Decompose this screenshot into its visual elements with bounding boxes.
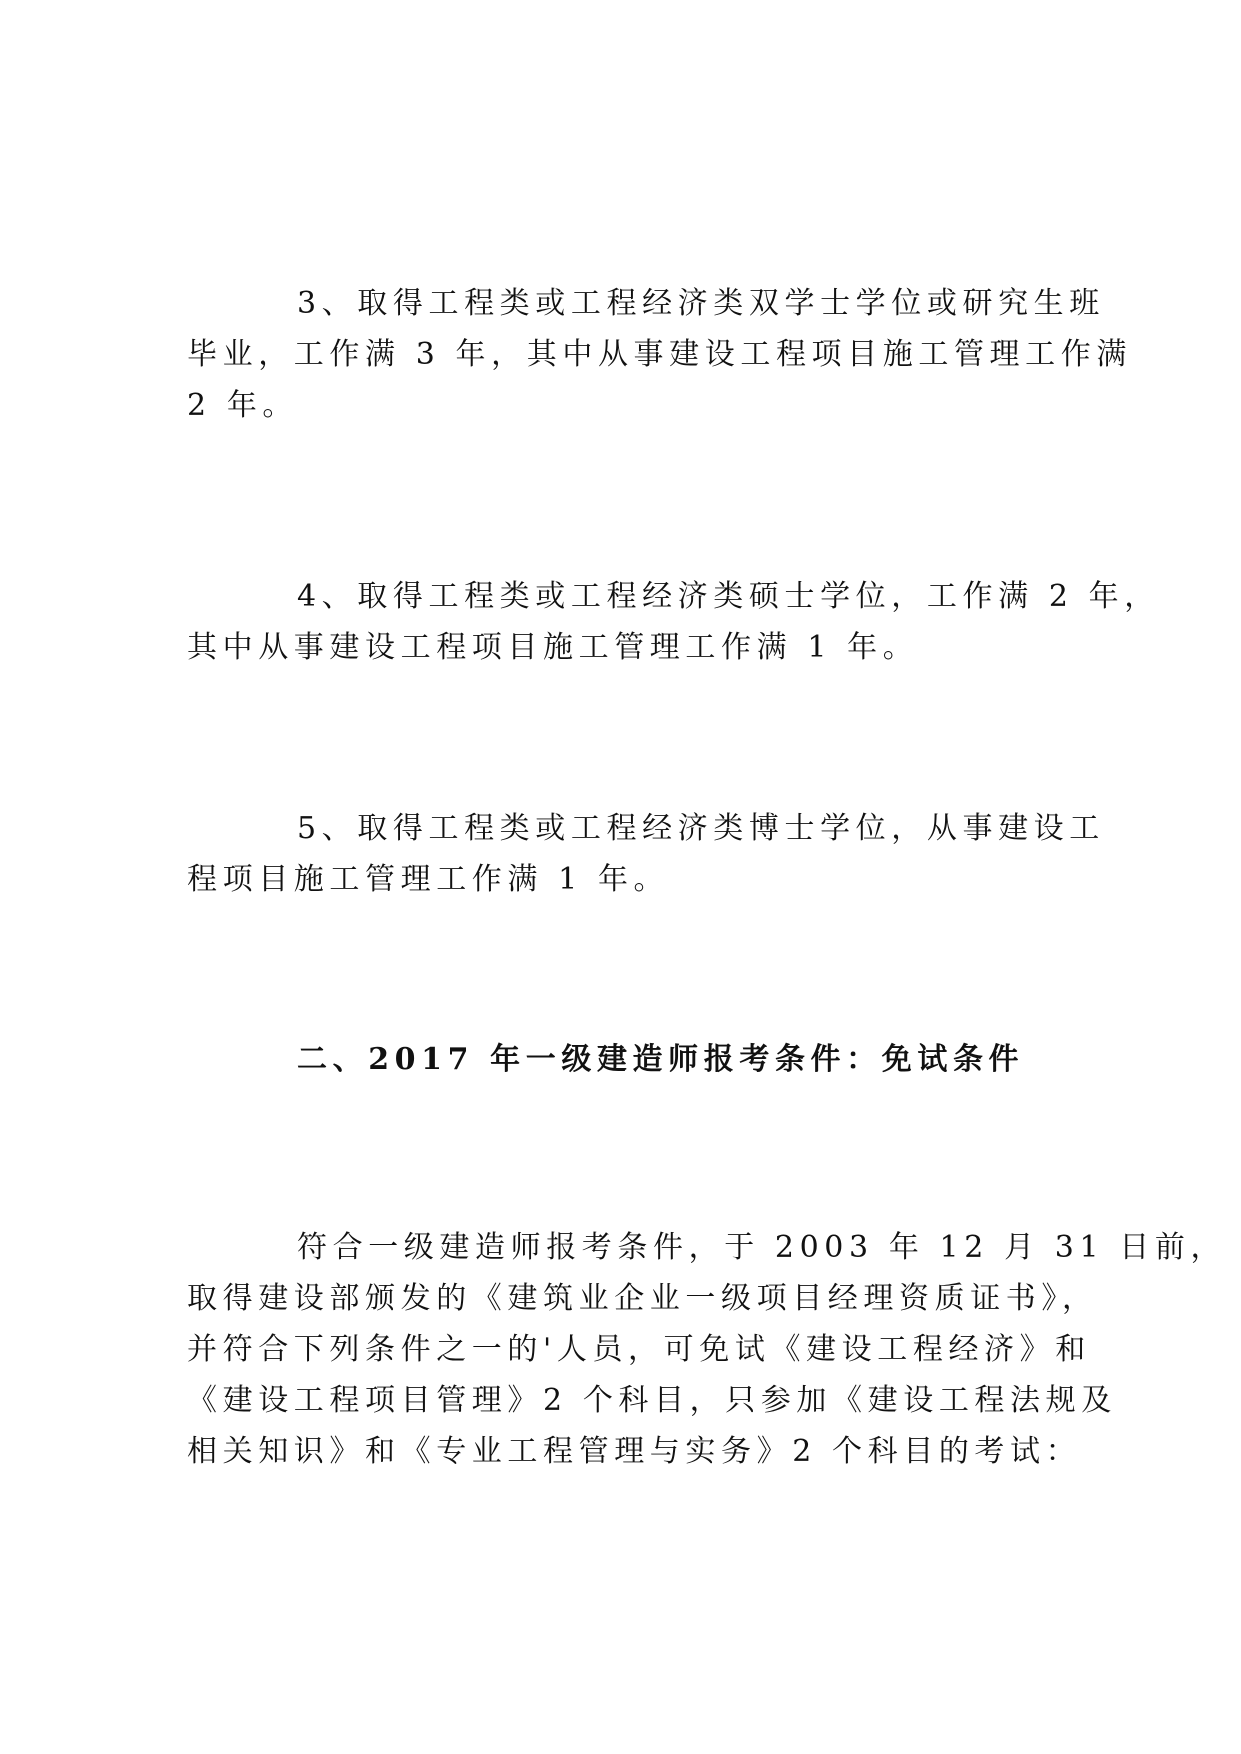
text-line: 毕业，工作满 3 年，其中从事建设工程项目施工管理工作满 — [187, 337, 1132, 372]
paragraph-exemption — [187, 1222, 1227, 1477]
paragraph-condition-5 — [187, 803, 1105, 905]
paragraph-condition-3 — [187, 278, 1132, 431]
paragraph-condition-4 — [187, 571, 1160, 673]
section-heading: 二、2017 年一级建造师报考条件：免试条件 — [297, 1042, 1025, 1077]
text-line: 相关知识》和《专业工程管理与实务》2 个科目的考试： — [187, 1434, 1082, 1469]
text-line: 《建设工程项目管理》2 个科目，只参加《建设工程法规及 — [187, 1383, 1117, 1418]
text-line: 并符合下列条件之一的'人员，可免试《建设工程经济》和 — [187, 1332, 1091, 1367]
text-line: 符合一级建造师报考条件，于 2003 年 12 月 31 日前， — [297, 1230, 1227, 1265]
text-line: 3、取得工程类或工程经济类双学士学位或研究生班 — [297, 286, 1105, 321]
text-line: 5、取得工程类或工程经济类博士学位，从事建设工 — [297, 811, 1105, 846]
text-line: 其中从事建设工程项目施工管理工作满 1 年。 — [187, 630, 919, 665]
text-line: 程项目施工管理工作满 1 年。 — [187, 862, 670, 897]
text-line: 2 年。 — [187, 388, 299, 423]
text-line: 4、取得工程类或工程经济类硕士学位，工作满 2 年， — [297, 579, 1160, 614]
text-line: 取得建设部颁发的《建筑业企业一级项目经理资质证书》， — [187, 1281, 1098, 1316]
